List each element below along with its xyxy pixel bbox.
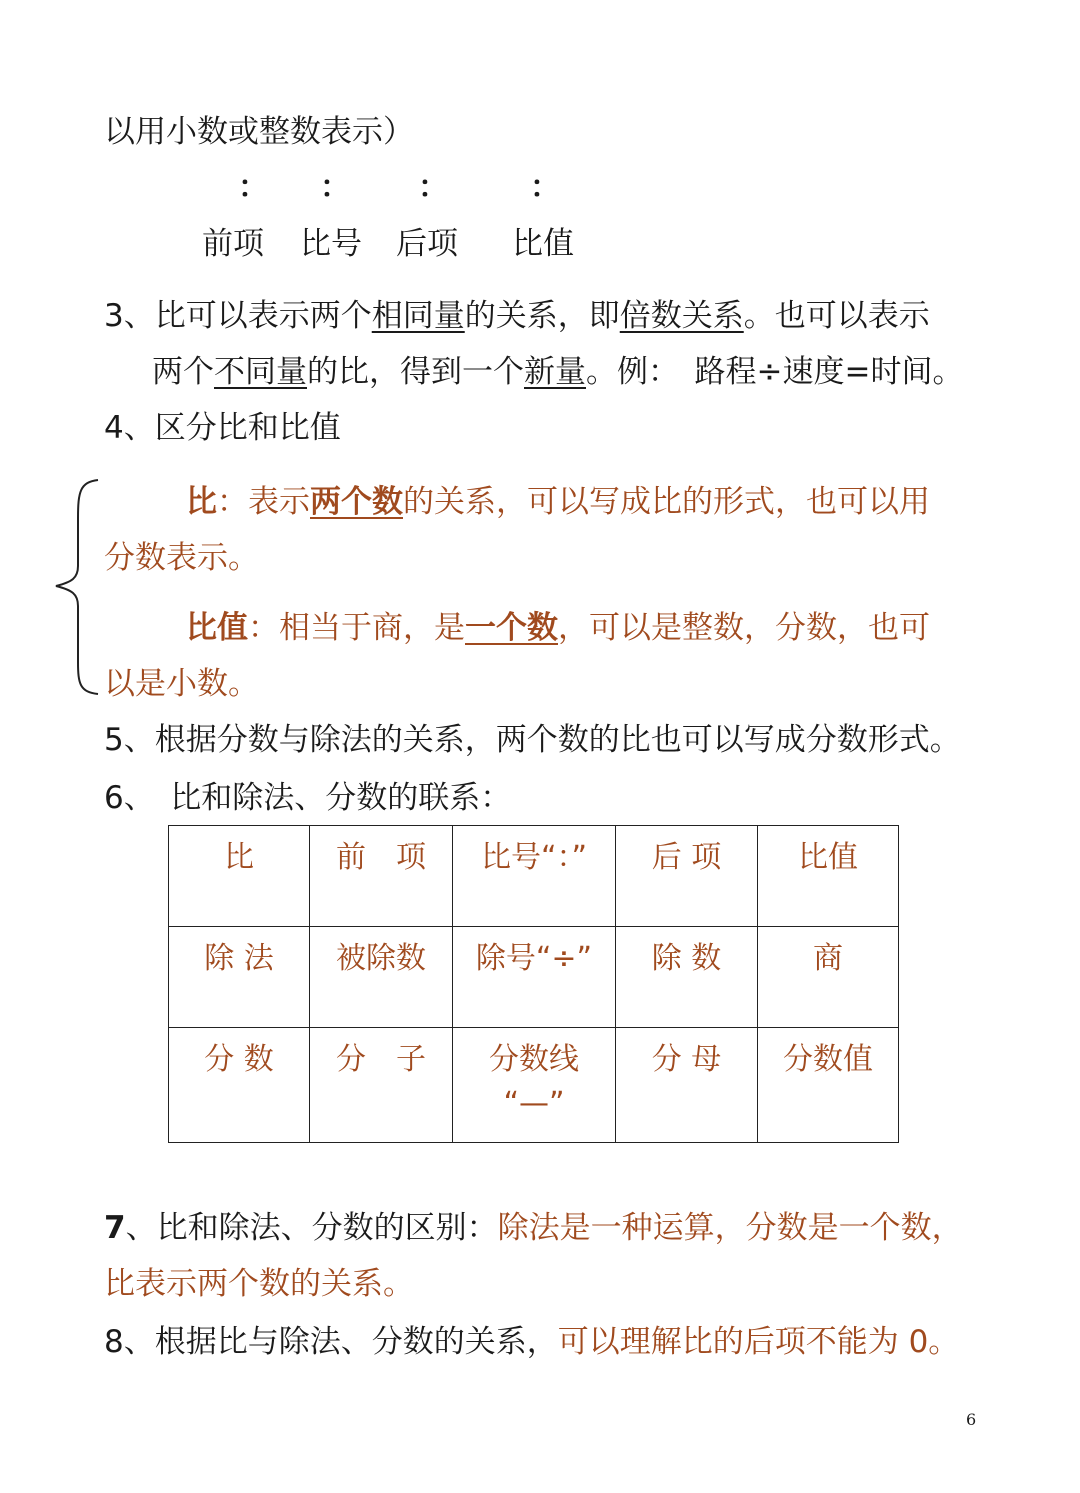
colon-2: ： <box>320 170 350 205</box>
table-row <box>169 826 899 927</box>
page-number: 6 <box>966 1410 977 1429</box>
para-4: 4、区分比和比值 <box>104 410 341 446</box>
para-7-line-1 <box>104 1208 963 1248</box>
label-bihao: 比号 <box>300 226 362 262</box>
label-bizhi: 比值 <box>512 226 574 262</box>
table-cell: 商 <box>758 927 899 1028</box>
table-cell: 分数值 <box>758 1028 899 1143</box>
bi-text: 的关系，可以写成比的形式，也可以用 <box>403 484 930 520</box>
brace-icon <box>52 478 102 698</box>
table-cell: 前 项 <box>310 826 453 927</box>
bizhi-underline: 一个数 <box>465 610 558 646</box>
para-8 <box>104 1322 959 1362</box>
para-7-line-2: 比表示两个数的关系。 <box>104 1266 414 1302</box>
bizhi-label: 比值 <box>186 610 248 646</box>
bizhi-text: ：相当于商，是 <box>248 610 465 646</box>
table-cell: 分数线 “—” <box>453 1028 616 1143</box>
p3-text: 3、比可以表示两个 <box>104 298 372 334</box>
table-cell: 除 数 <box>616 927 758 1028</box>
p3-underline-new: 新量 <box>524 354 586 390</box>
table-cell: 除 法 <box>169 927 310 1028</box>
colon-3: ： <box>418 170 448 205</box>
table-cell: 分 子 <box>310 1028 453 1143</box>
table-cell: 分 数 <box>169 1028 310 1143</box>
p3-underline-same: 相同量 <box>371 298 465 334</box>
p3-text: 。例： 路程÷速度=时间。 <box>586 354 964 390</box>
p8-highlight: 可以理解比的后项不能为 0。 <box>557 1324 960 1360</box>
p7-highlight: 除法是一种运算，分数是一个数， <box>497 1210 963 1246</box>
colon-1: ： <box>238 170 268 205</box>
table-row <box>169 927 899 1028</box>
bi-underline: 两个数 <box>310 484 403 520</box>
table-row <box>169 1028 899 1143</box>
table-cell: 被除数 <box>310 927 453 1028</box>
p3-text: 的比，得到一个 <box>307 354 524 390</box>
bi-label: 比 <box>186 484 217 520</box>
para-5: 5、根据分数与除法的关系，两个数的比也可以写成分数形式。 <box>104 722 961 758</box>
bi-text: ：表示 <box>217 484 310 520</box>
bi-definition-line-2: 分数表示。 <box>104 540 259 576</box>
intro-line: 以用小数或整数表示） <box>104 114 414 150</box>
p7-text: 、比和除法、分数的区别： <box>125 1210 498 1246</box>
table-cell: 比 <box>169 826 310 927</box>
table-cell: 后 项 <box>616 826 758 927</box>
label-qianxiang: 前项 <box>202 226 264 262</box>
table-cell: 分 母 <box>616 1028 758 1143</box>
p8-text: 8、根据比与除法、分数的关系， <box>104 1324 558 1360</box>
para-3-line-1 <box>104 296 930 336</box>
bi-definition-line-1 <box>186 482 930 522</box>
p3-text: 的关系，即 <box>464 298 620 334</box>
bizhi-definition-line-2: 以是小数。 <box>104 666 259 702</box>
bizhi-text: ，可以是整数，分数，也可 <box>558 610 930 646</box>
p3-text: 两个 <box>152 354 214 390</box>
para-6: 6、 比和除法、分数的联系： <box>104 780 512 816</box>
p3-underline-different: 不同量 <box>214 354 307 390</box>
colon-4: ： <box>530 170 560 205</box>
p7-number: 7 <box>104 1210 126 1246</box>
bizhi-definition-line-1 <box>186 608 930 648</box>
p3-text: 。也可以表示 <box>743 298 930 334</box>
p3-underline-multiple: 倍数关系 <box>619 298 744 334</box>
table-cell: 除号“÷” <box>453 927 616 1028</box>
comparison-table <box>168 825 899 1143</box>
label-houxiang: 后项 <box>396 226 458 262</box>
table-cell: 比值 <box>758 826 899 927</box>
table-cell: 比号“：” <box>453 826 616 927</box>
para-3-line-2 <box>152 352 963 392</box>
